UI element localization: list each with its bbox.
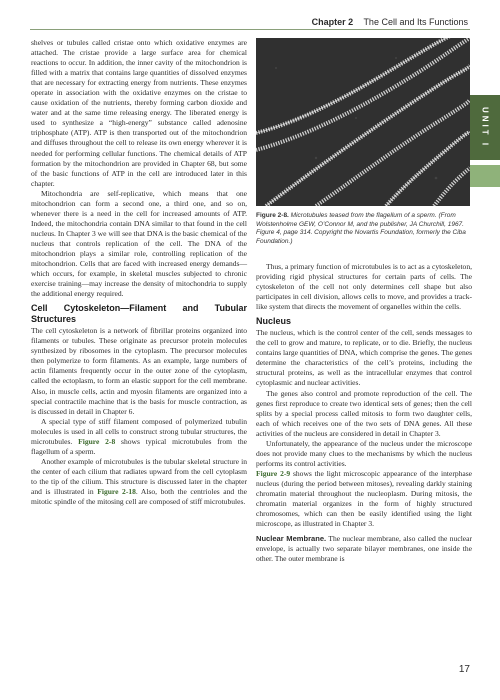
unit-tab-strip: [470, 165, 500, 187]
paragraph-tubulin: [31, 417, 247, 457]
left-column: [31, 38, 247, 507]
paragraph: shelves or tubules called cristae onto which oxidative enzymes are attached. The cristae provide a large surface area for chemical reactions to occur. In addition, the inner cavity of the mitochondrion is filled with a matrix that contains large quantities of dissolved enzymes that are necessary for extracting energy from nutrients. These enzymes operate in association with the oxidative enzymes on the cristae to cause oxidation of the nutrients, thereby forming carbon dioxide and water and at the same time releasing energy. The liberated energy is used to synthesize a “high-energy” substance called adenosine triphosphate (ATP). ATP is then transported out of the mitochondrion and diffuses throughout the cell to release its own energy wherever it is needed for performing cellular functions. The chemical details of ATP formation by the mitochondrion are provided in Chapter 68, but some of the basic functions of ATP in the cell are introduced later in this chapter.: [31, 38, 247, 188]
paragraph: Unfortunately, the appearance of the nucleus under the microscope does not provide many clues to the mechanisms by which the nucleus performs its control activities.: [256, 438, 472, 468]
paragraph-cilium: [31, 457, 247, 507]
unit-tab-label: UNIT I: [480, 106, 490, 149]
text: A special type of stiff filament composed of polymerized tubulin molecules is used in all cells to construct strong tubular structures, the microtubules.: [31, 416, 247, 446]
microtubule-photo: [256, 38, 470, 206]
paragraph: Mitochondria are self-replicative, which means that one mitochondrion can form a second one, a third one, and so on, whenever there is a need in the cell for increased amounts of ATP. Indeed, the mitochondria contain DNA similar to that found in the cell nucleus. In Chapter 3 we will see that DNA is the basic chemical of the nucleus that controls replication of the cell. The DNA of the mitochondrion plays a similar role, controlling replication of the mitochondrion. Cells that are faced with increased energy demands—which occurs, for example, in skeletal muscles subjected to chronic exercise training—may increase the density of mitochondria to supply the additional energy required.: [31, 188, 247, 299]
text: shows typical microtubules from the flagellum of a sperm.: [31, 436, 248, 456]
caption-text: Microtubules teased from the flagellum of a sperm. (From Wolstenholme GEW, O’Connor M, and the publisher, JA Churchill, 1967. Figure 4, page 314. Copyright the Novartis Foundation, formerly the Ciba Foundation.): [256, 212, 466, 245]
page-number: 17: [458, 664, 470, 675]
paragraph-nuclear-membrane: [256, 534, 472, 564]
running-header: [312, 17, 468, 27]
text: Another example of microtubules is the tubular skeletal structure in the center of each cilium that radiates upward from the cell cytoplasm to the tip of the cilium. This structure is discussed later in the chapter and is illustrated in: [31, 456, 247, 496]
paragraph: The genes also control and promote reproduction of the cell. The genes first reproduce to create two identical sets of genes; then the cell splits by a special process called mitosis to form two daughter cells, each of which receives one of the two sets of DNA genes. All these activities of the nucleus are considered in detail in Chapter 3.: [256, 388, 472, 438]
header-rule: [30, 29, 470, 30]
text: The nuclear membrane, also called the nuclear envelope, is actually two separate bilayer membranes, one inside the other. The outer membrane is: [256, 534, 472, 564]
figure-link[interactable]: Figure 2-9: [256, 468, 291, 478]
figure-link[interactable]: Figure 2-8: [78, 436, 116, 446]
paragraph: The nucleus, which is the control center of the cell, sends messages to the cell to grow and mature, to replicate, or to die. Briefly, the nucleus contains large quantities of DNA, which comprise the genes. The genes determine the characteristics of the cell’s proteins, including the structural proteins, as well as the intracellular enzymes that control cytoplasmic and nuclear activities.: [256, 328, 473, 388]
paragraph: Thus, a primary function of microtubules is to act as a cytoskeleton, providing rigid physical structures for certain parts of cells. The cytoskeleton of the cell not only determines cell shape but also participates in cell division, allows cells to move, and provides a track-like system that directs the movement of organelles within the cells.: [256, 262, 472, 312]
chapter-number: Chapter 2: [311, 17, 354, 27]
figure-caption: [256, 212, 472, 246]
microtubule-micrograph: [256, 38, 470, 206]
paragraph-figure-2-9: [256, 469, 472, 529]
unit-tab: [470, 95, 500, 160]
figure-link[interactable]: Figure 2-18: [97, 486, 136, 496]
inline-heading: Nuclear Membrane.: [256, 534, 327, 544]
chapter-title: The Cell and Its Functions: [363, 17, 468, 27]
text: shows the light microscopic appearance of the interphase nucleus (during the period between mitoses), revealing darkly staining chromatin material throughout the nucleoplasm. During mitosis, the chromatin material organizes in the form of highly structured chromosomes, which can then be easily identified using the light microscope, as illustrated in Chapter 3.: [256, 468, 473, 529]
figure-label: Figure 2-8.: [256, 212, 289, 219]
text: . Also, both the centrioles and the mitotic spindle of the mitosing cell are composed of stiff microtubules.: [31, 486, 247, 507]
paragraph: The cell cytoskeleton is a network of fibrillar proteins organized into filaments or tubules. These originate as precursor protein molecules synthesized by ribosomes in the cytoplasm. The precursor molecules then polymerize to form filaments. As an example, large numbers of actin filaments frequently occur in the outer zone of the cytoplasm, called the ectoplasm, to form an elastic support for the cell membrane. Also, in muscle cells, actin and myosin filaments are organized into a special contractile machine that is the basis for muscle contraction, as is discussed in detail in Chapter 6.: [31, 326, 247, 416]
section-heading: Cell Cytoskeleton—Filament and Tubular Structures: [31, 303, 247, 325]
section-heading-nucleus: Nucleus: [256, 316, 292, 327]
right-column: [256, 262, 472, 564]
